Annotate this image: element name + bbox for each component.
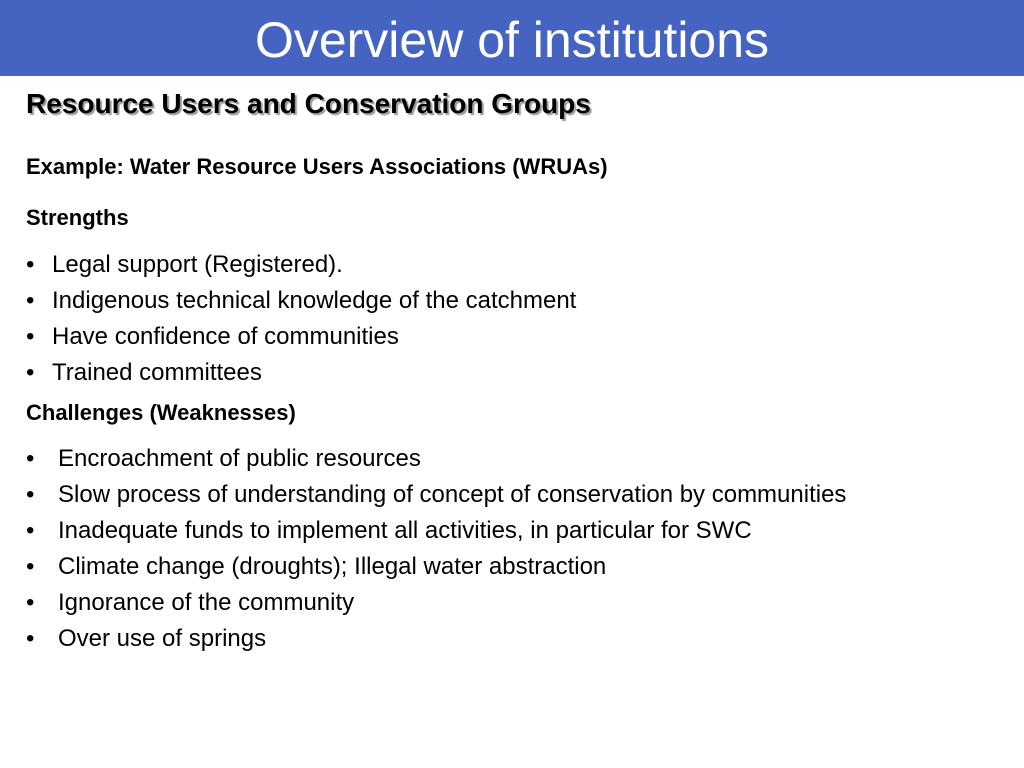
list-item-text: Trained committees (52, 359, 262, 386)
list-item (26, 549, 846, 585)
bullet-icon: • (26, 445, 35, 472)
list-item (26, 441, 846, 477)
list-item (26, 247, 576, 283)
list-item (26, 477, 846, 513)
list-item-text: Slow process of understanding of concept of conservation by communities (58, 481, 847, 508)
section-heading: Resource Users and Conservation Groups (26, 88, 591, 119)
challenges-list (26, 441, 846, 657)
example-line: Example: Water Resource Users Associations (WRUAs) (26, 154, 608, 179)
bullet-icon: • (26, 589, 35, 616)
list-item-text: Legal support (Registered). (52, 251, 343, 278)
list-item-text: Climate change (droughts); Illegal water abstraction (58, 553, 607, 580)
bullet-icon: • (26, 481, 35, 508)
challenges-heading: Challenges (Weaknesses) (26, 400, 296, 425)
list-item (26, 621, 846, 657)
list-item (26, 283, 576, 319)
bullet-icon: • (26, 517, 35, 544)
list-item-text: Over use of springs (58, 625, 267, 652)
strengths-heading: Strengths (26, 205, 129, 230)
list-item (26, 585, 846, 621)
title-bar (0, 0, 1024, 76)
list-item-text: Indigenous technical knowledge of the catchment (52, 287, 577, 314)
list-item (26, 319, 576, 355)
list-item-text: Encroachment of public resources (58, 445, 421, 472)
bullet-icon: • (26, 287, 35, 314)
list-item-text: Ignorance of the community (58, 589, 355, 616)
bullet-icon: • (26, 359, 35, 386)
bullet-icon: • (26, 323, 35, 350)
bullet-icon: • (26, 625, 35, 652)
slide-title: Overview of institutions (254, 12, 770, 68)
list-item (26, 355, 576, 391)
strengths-list (26, 247, 576, 391)
list-item (26, 513, 846, 549)
list-item-text: Inadequate funds to implement all activities, in particular for SWC (58, 517, 752, 544)
list-item-text: Have confidence of communities (52, 323, 399, 350)
bullet-icon: • (26, 553, 35, 580)
bullet-icon: • (26, 251, 35, 278)
